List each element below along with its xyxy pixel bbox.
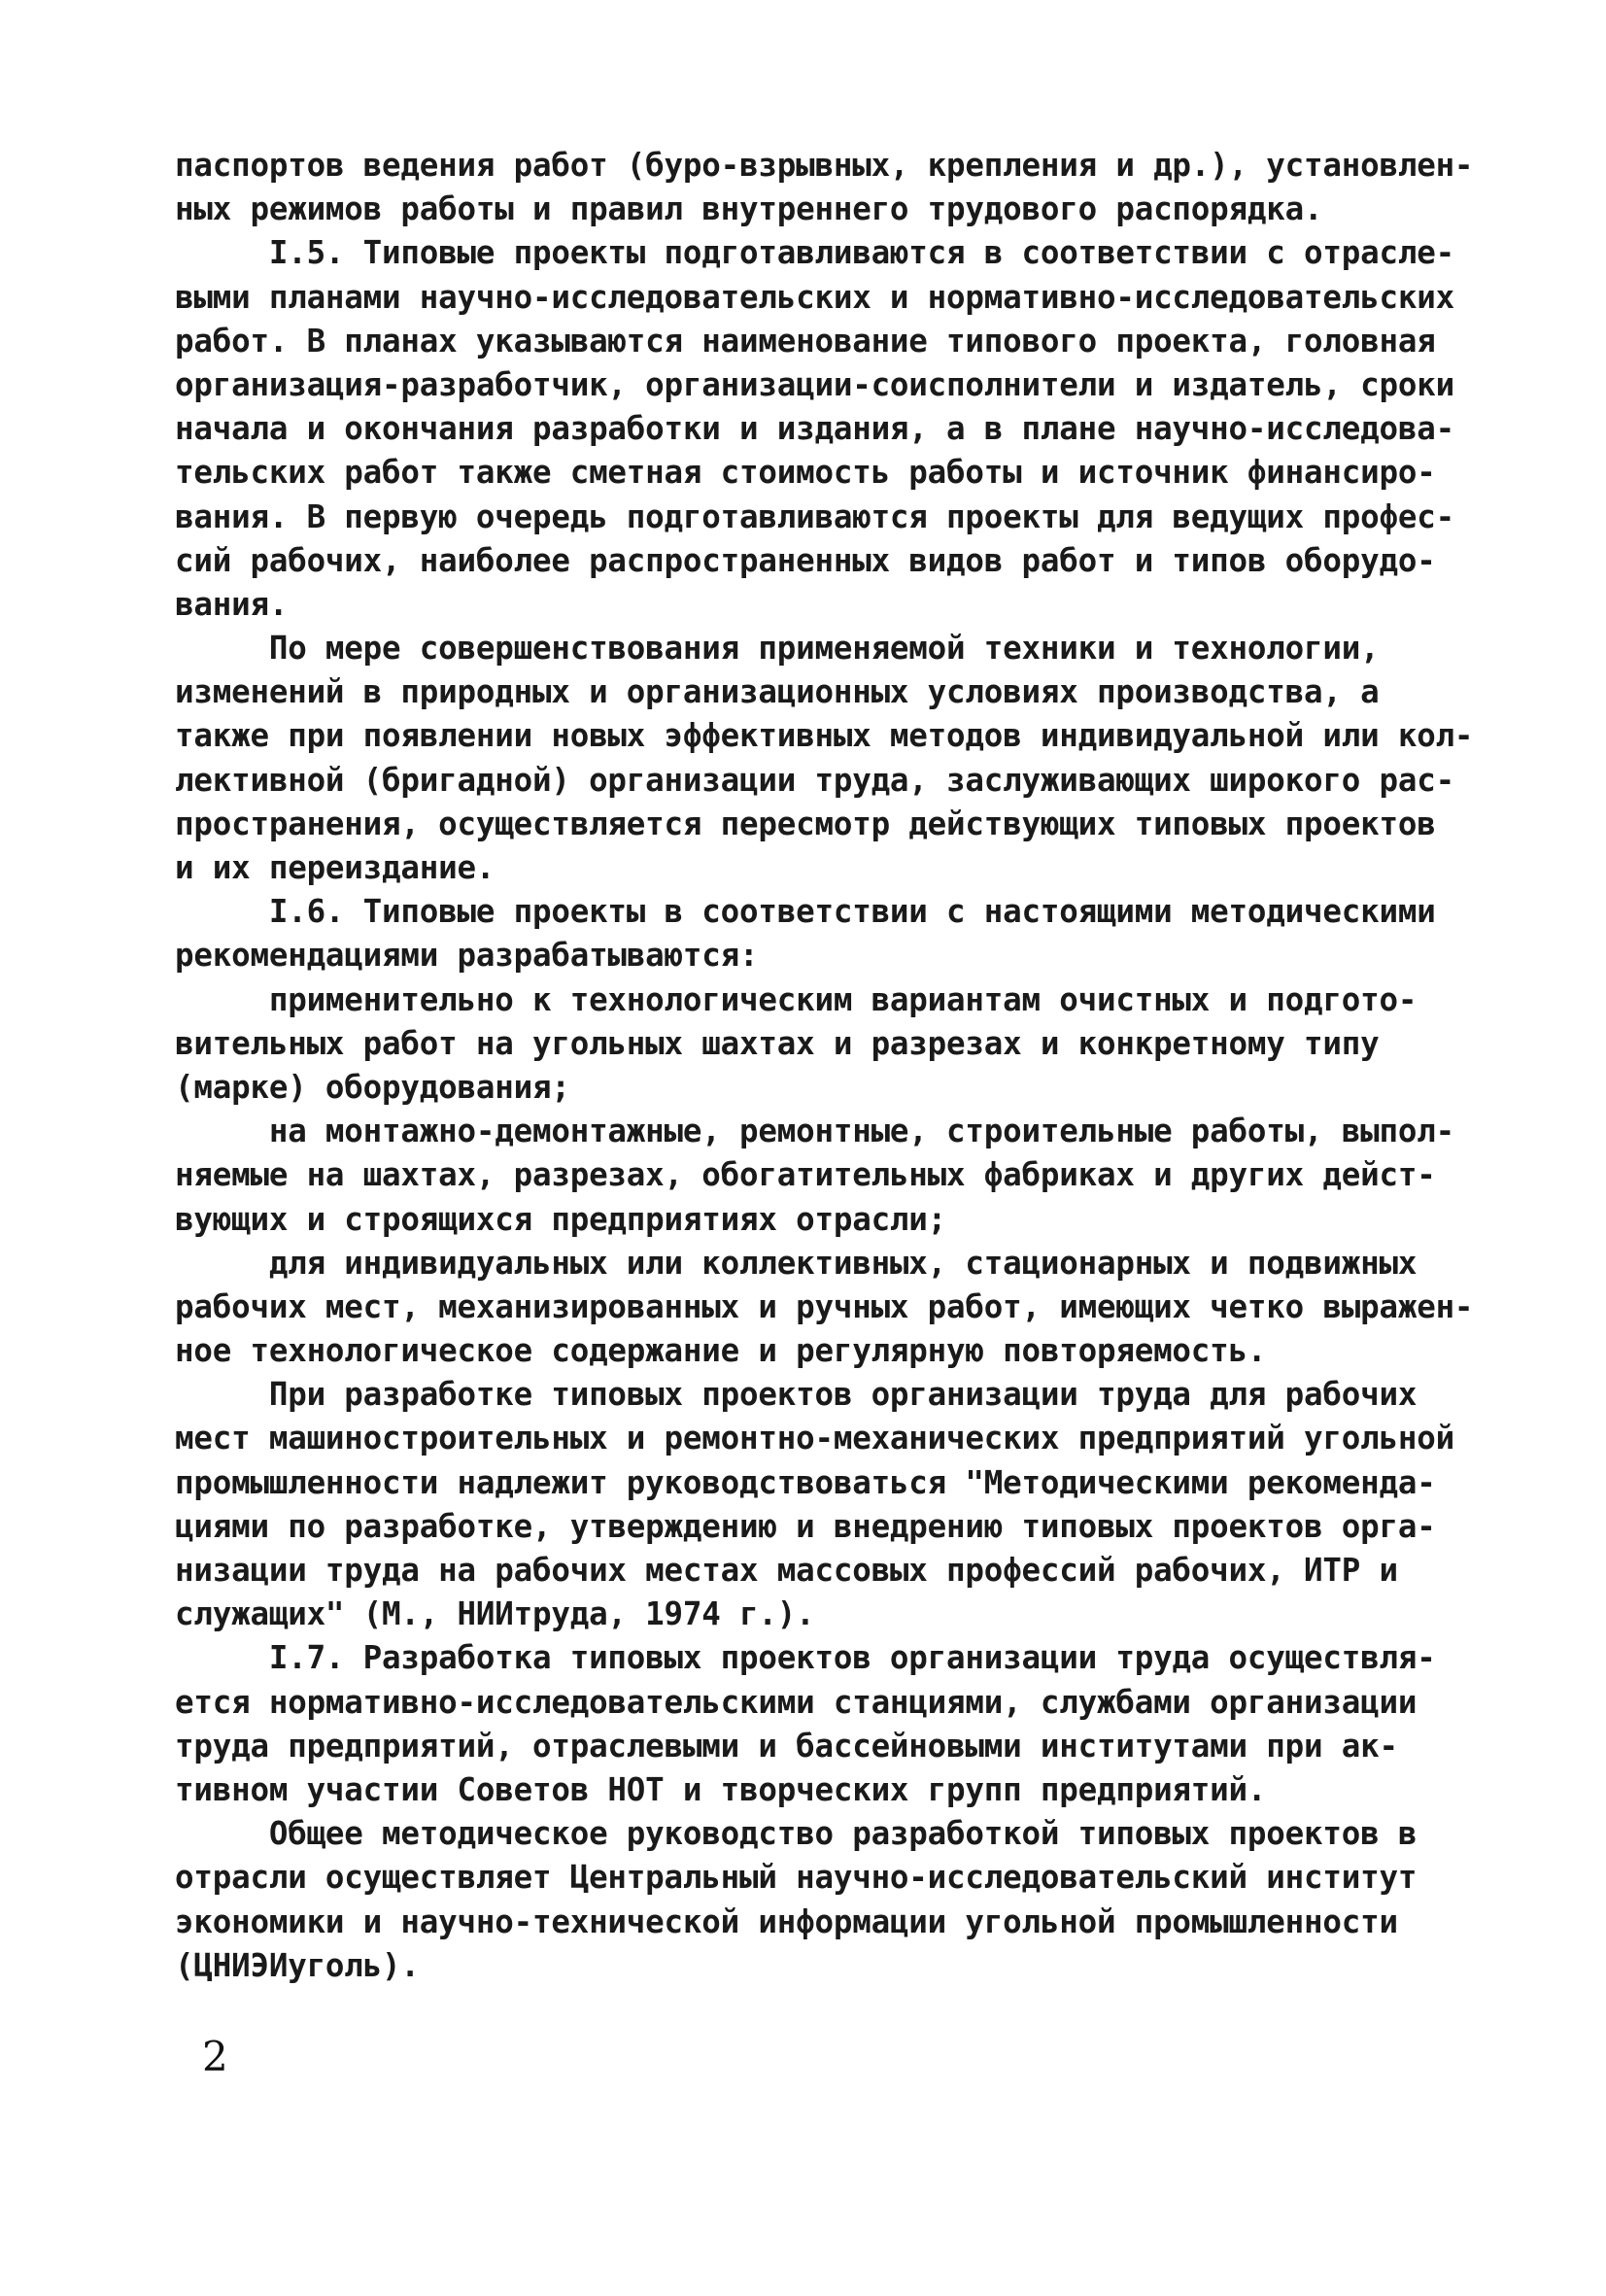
text-line: служащих" (М., НИИтруда, 1974 г.). — [175, 1595, 815, 1633]
text-line: мест машиностроительных и ремонтно-механических предприятий угольной — [175, 1420, 1454, 1457]
text-line: выми планами научно-исследовательских и нормативно-исследовательских — [175, 278, 1454, 316]
text-line: промышленности надлежит руководствоваться "Методическими рекоменда- — [175, 1463, 1436, 1501]
text-line: рекомендациями разрабатываются: — [175, 937, 759, 975]
text-line: ное технологическое содержание и регулярную повторяемость. — [175, 1332, 1267, 1370]
text-line: сий рабочих, наиболее распространенных видов работ и типов оборудо- — [175, 541, 1436, 579]
text-line: вания. В первую очередь подготавливаются проекты для ведущих профес- — [175, 497, 1454, 535]
text-line: низации труда на рабочих местах массовых профессий рабочих, ИТР и — [175, 1552, 1398, 1589]
text-line: При разработке типовых проектов организации труда для рабочих — [175, 1376, 1418, 1414]
text-line: применительно к технологическим вариантам очистных и подгото- — [175, 980, 1418, 1018]
text-line: рабочих мест, механизированных и ручных работ, имеющих четко выражен- — [175, 1287, 1474, 1325]
page-number: 2 — [202, 2033, 228, 2080]
text-line: лективной (бригадной) организации труда, заслуживающих широкого рас- — [175, 761, 1454, 799]
text-line: тивном участии Советов НОТ и творческих групп предприятий. — [175, 1770, 1267, 1808]
text-line: (марке) оборудования; — [175, 1068, 570, 1106]
text-line: I.7. Разработка типовых проектов организации труда осуществля- — [175, 1639, 1436, 1677]
text-line: вительных работ на угольных шахтах и разрезах и конкретному типу — [175, 1024, 1380, 1062]
text-line: тельских работ также сметная стоимость работы и источник финансиро- — [175, 454, 1436, 492]
text-line: для индивидуальных или коллективных, стационарных и подвижных — [175, 1244, 1418, 1282]
text-line: ется нормативно-исследовательскими станциями, службами организации — [175, 1683, 1418, 1721]
text-line: (ЦНИЭИуголь). — [175, 1946, 420, 1984]
text-line: I.5. Типовые проекты подготавливаются в соответствии с отрасле- — [175, 234, 1454, 272]
text-line: экономики и научно-технической информации угольной промышленности — [175, 1902, 1398, 1940]
text-line: вания. — [175, 585, 289, 623]
text-line: ных режимов работы и правил внутреннего трудового распорядка. — [175, 190, 1323, 228]
text-line: отрасли осуществляет Центральный научно-исследовательский институт — [175, 1859, 1418, 1897]
text-line: и их переиздание. — [175, 849, 495, 886]
text-line: на монтажно-демонтажные, ремонтные, строительные работы, выпол- — [175, 1113, 1454, 1150]
text-line: Общее методическое руководство разработкой типовых проектов в — [175, 1815, 1418, 1853]
text-line: пространения, осуществляется пересмотр действующих типовых проектов — [175, 805, 1436, 842]
text-line: вующих и строящихся предприятиях отрасли; — [175, 1200, 947, 1238]
text-line: изменений в природных и организационных условиях производства, а — [175, 673, 1380, 711]
text-line: труда предприятий, отраслевыми и бассейновыми институтами при ак- — [175, 1727, 1398, 1765]
text-line: няемые на шахтах, разрезах, обогатительных фабриках и других дейст- — [175, 1156, 1436, 1194]
document-body — [175, 144, 1477, 1988]
text-line: циями по разработке, утверждению и внедрению типовых проектов орга- — [175, 1507, 1436, 1545]
text-line: начала и окончания разработки и издания, а в плане научно-исследова- — [175, 410, 1454, 448]
text-line: паспортов ведения работ (буро-взрывных, крепления и др.), установлен- — [175, 147, 1474, 184]
text-line: По мере совершенствования применяемой техники и технологии, — [175, 630, 1380, 668]
text-line: I.6. Типовые проекты в соответствии с настоящими методическими — [175, 893, 1436, 931]
text-line: также при появлении новых эффективных методов индивидуальной или кол- — [175, 717, 1474, 755]
text-line: работ. В планах указываются наименование типового проекта, головная — [175, 322, 1436, 360]
text-line: организация-разработчик, организации-соисполнители и издатель, сроки — [175, 365, 1454, 403]
